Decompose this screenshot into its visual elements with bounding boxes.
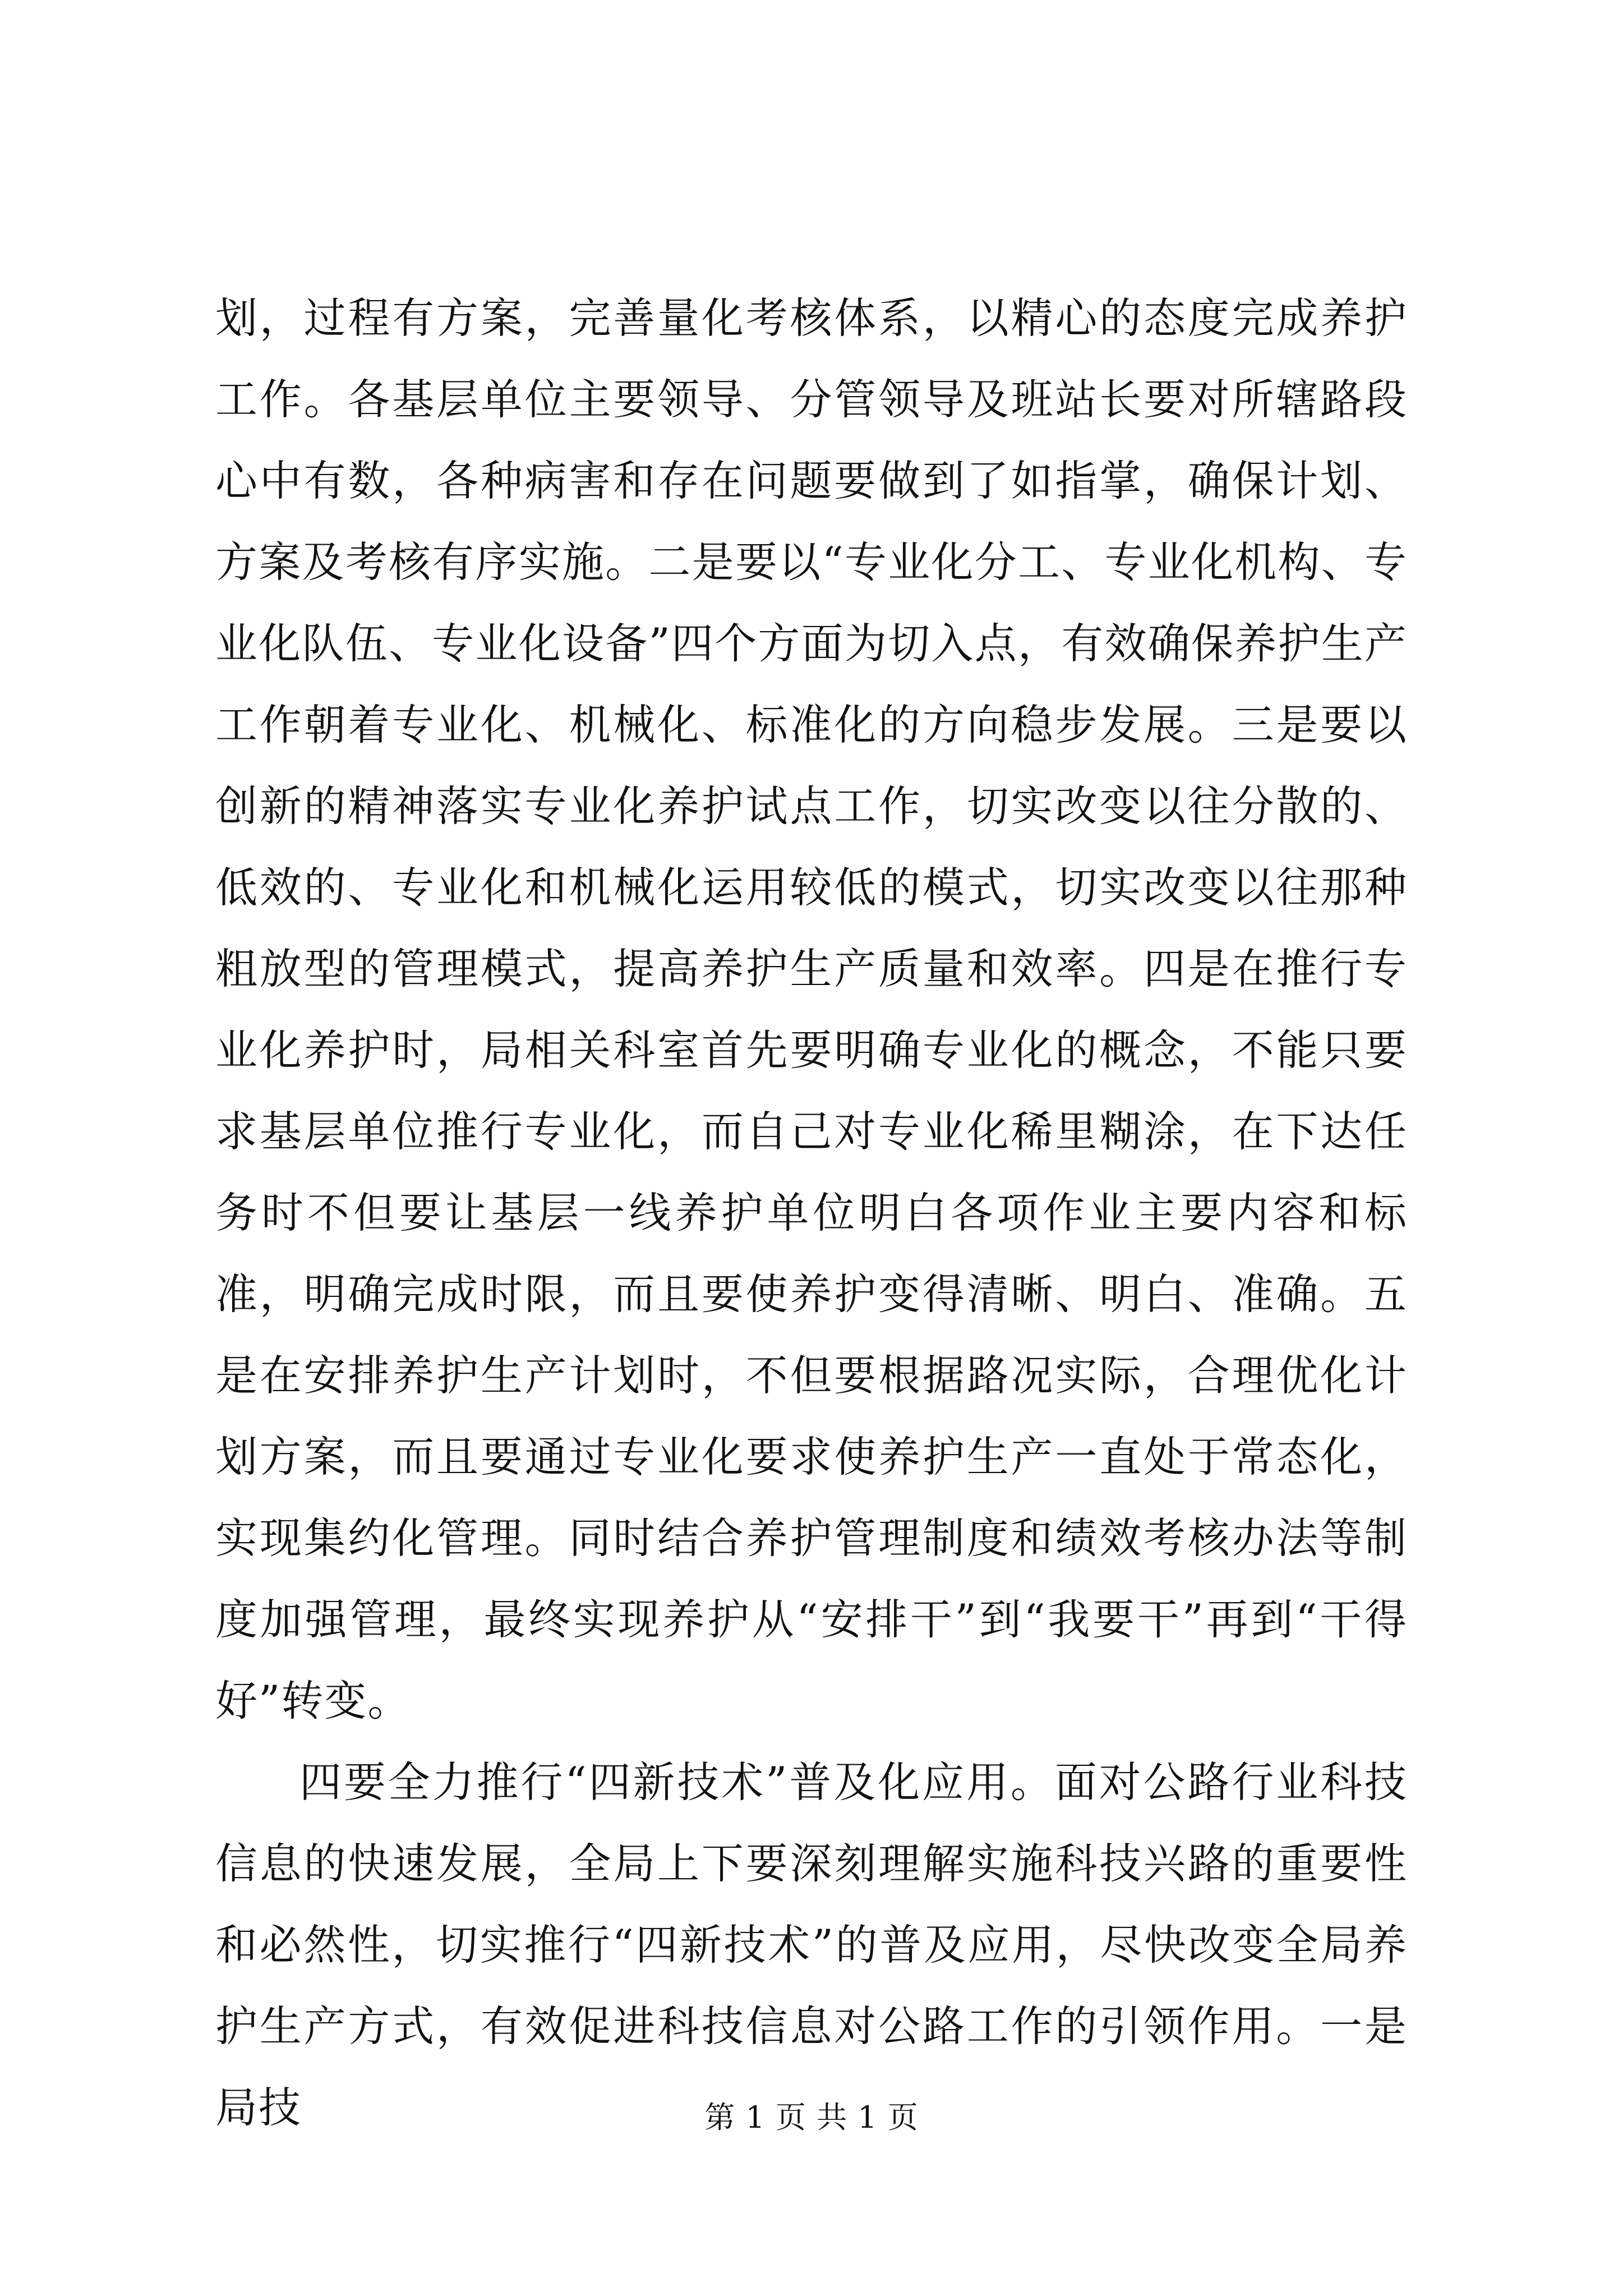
body-paragraph: 划，过程有方案，完善量化考核体系，以精心的态度完成养护工作。各基层单位主要领导、分管领导及班站长要对所辖路段心中有数，各种病害和存在问题要做到了如指掌，确保计划、方案及考核有序实施。二是要以“专业化分工、专业化机构、专业化队伍、专业化设备”四个方面为切入点，有效确保养护生产工作朝着专业化、机械化、标准化的方向稳步发展。三是要以创新的精神落实专业化养护试点工作，切实改变以往分散的、低效的、专业化和机械化运用较低的模式，切实改变以往那种粗放型的管理模式，提高养护生产质量和效率。四是在推行专业化养护时，局相关科室首先要明确专业化的概念，不能只要求基层单位推行专业化，而自己对专业化稀里糊涂，在下达任务时不但要让基层一线养护单位明白各项作业主要内容和标准，明确完成时限，而且要使养护变得清晰、明白、准确。五是在安排养护生产计划时，不但要根据路况实际，合理优化计划方案，而且要通过专业化要求使养护生产一直处于常态化，实现集约化管理。同时结合养护管理制度和绩效考核办法等制度加强管理，最终实现养护从“安排干”到“我要干”再到“干得好”转变。 [215,293,1408,1726]
page-footer: 第 1 页 共 1 页 [704,2100,919,2135]
document-body [215,278,1408,2148]
body-paragraph: 四要全力推行“四新技术”普及化应用。面对公路行业科技信息的快速发展，全局上下要深刻理解实施科技兴路的重要性和必然性，切实推行“四新技术”的普及应用，尽快改变全局养护生产方式，有效促进科技信息对公路工作的引领作用。一是局技 [215,1757,1408,2132]
